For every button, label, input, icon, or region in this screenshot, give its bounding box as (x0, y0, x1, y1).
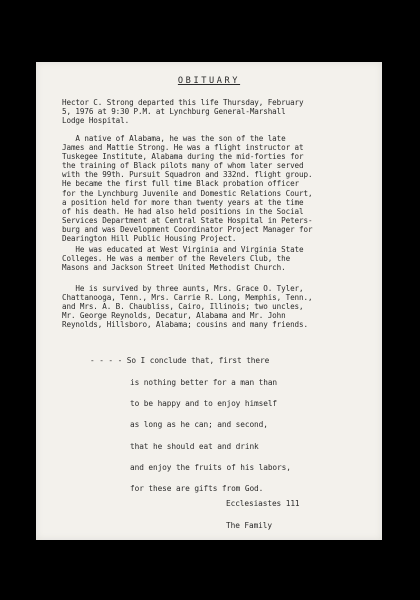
quote-line: that he should eat and drink (130, 442, 259, 451)
text-line: Chattanooga, Tenn., Mrs. Carrie R. Long, Memphis, Tenn., (62, 293, 313, 303)
text-line: He was educated at West Virginia and Virginia State (62, 245, 304, 254)
text-line: Dearington Hill Public Housing Project. (62, 234, 237, 244)
text-line: He became the first full time Black probation officer (62, 179, 300, 189)
text-line: Colleges. He was a member of the Revelers Club, the (62, 254, 291, 264)
quote-line: is nothing better for a man than (130, 378, 278, 387)
intro-paragraph (62, 98, 372, 125)
biography-paragraph (62, 134, 372, 243)
document-title: OBITUARY (177, 76, 241, 86)
education-paragraph (62, 245, 372, 272)
text-line: a position held for more than twenty years at the time (62, 197, 304, 207)
text-line: Hector C. Strong departed this life Thursday, February (62, 98, 304, 107)
text-line: Mr. George Reynolds, Decatur, Alabama and Mr. John (62, 311, 286, 321)
text-line: Reynolds, Hillsboro, Alabama; cousins and many friends. (62, 320, 308, 330)
text-line: Lodge Hospital. (62, 116, 130, 126)
quote-line: as long as he can; and second, (130, 420, 268, 429)
text-line: He is survived by three aunts, Mrs. Grace O. Tyler, (62, 284, 304, 293)
scripture-citation: Ecclesiastes 111 (226, 499, 300, 508)
text-line: 5, 1976 at 9:30 P.M. at Lynchburg General-Marshall (62, 107, 286, 117)
text-line: A native of Alabama, he was the son of the late (62, 134, 286, 143)
text-line: Tuskegee Institute, Alabama during the mid-forties for (62, 152, 304, 162)
family-signature: The Family (226, 521, 272, 530)
paper-sheet (36, 62, 382, 540)
text-line: Masons and Jackson Street United Methodist Church. (62, 263, 286, 273)
survivors-paragraph (62, 284, 372, 329)
text-line: for the Lynchburg Juvenile and Domestic Relations Court, (62, 188, 313, 198)
quote-line: for these are gifts from God. (130, 484, 264, 493)
text-line: Services Department at Central State Hospital in Peters- (62, 215, 313, 225)
quote-line: - - - - So I conclude that, first there (90, 356, 270, 365)
quote-line: to be happy and to enjoy himself (130, 399, 278, 408)
text-line: of his death. He had also held positions in the Social (62, 206, 304, 216)
text-line: and Mrs. A. B. Chaubliss, Cairo, Illinois; two uncles, (62, 302, 304, 312)
text-line: burg and was Development Coordinator Project Manager for (62, 224, 313, 234)
text-line: James and Mattie Strong. He was a flight instructor at (62, 143, 304, 153)
text-line: the training of Black pilots many of whom later served (62, 161, 304, 171)
obituary-document (36, 62, 382, 540)
quote-line: and enjoy the fruits of his labors, (130, 463, 291, 472)
text-line: with the 99th. Pursuit Squadron and 332nd. flight group. (62, 170, 313, 180)
